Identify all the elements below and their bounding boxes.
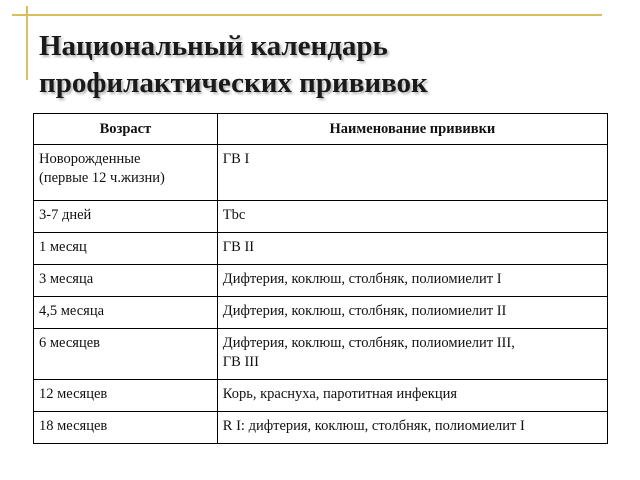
- table-row: [34, 297, 608, 329]
- decorative-horizontal-line: [12, 14, 602, 16]
- vaccine-cell: R I: дифтерия, коклюш, столбняк, полиомиелит I: [217, 412, 607, 444]
- vaccine-cell: Дифтерия, коклюш, столбняк, полиомиелит I: [217, 265, 607, 297]
- slide-title: Национальный календарь профилактических прививок: [39, 30, 428, 99]
- age-cell: 4,5 месяца: [34, 297, 218, 329]
- decorative-vertical-line: [26, 6, 28, 80]
- table-row: [34, 201, 608, 233]
- vaccine-cell: Дифтерия, коклюш, столбняк, полиомиелит II: [217, 297, 607, 329]
- table-header-row: [34, 114, 608, 145]
- table-row: [34, 329, 608, 380]
- vaccine-cell: ГВ I: [217, 145, 607, 201]
- table-row: [34, 265, 608, 297]
- age-cell: Новорожденные (первые 12 ч.жизни): [34, 145, 218, 201]
- age-cell: 3-7 дней: [34, 201, 218, 233]
- vaccine-cell: Корь, краснуха, паротитная инфекция: [217, 380, 607, 412]
- age-cell: 3 месяца: [34, 265, 218, 297]
- vaccine-cell: Дифтерия, коклюш, столбняк, полиомиелит III, ГВ III: [217, 329, 607, 380]
- age-cell: 12 месяцев: [34, 380, 218, 412]
- age-cell: 6 месяцев: [34, 329, 218, 380]
- vaccine-cell: Tbc: [217, 201, 607, 233]
- vaccine-cell: ГВ II: [217, 233, 607, 265]
- vaccination-calendar-table: [33, 113, 608, 444]
- header-vaccine-name: Наименование прививки: [217, 114, 607, 145]
- age-cell: 18 месяцев: [34, 412, 218, 444]
- table-row: [34, 145, 608, 201]
- table-row: [34, 412, 608, 444]
- table-row: [34, 233, 608, 265]
- table-row: [34, 380, 608, 412]
- age-cell: 1 месяц: [34, 233, 218, 265]
- header-age: Возраст: [34, 114, 218, 145]
